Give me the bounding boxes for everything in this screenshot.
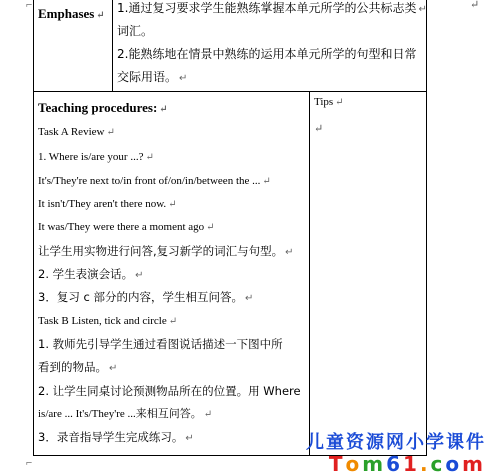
paragraph-mark-icon: ↵ — [418, 4, 427, 15]
tips-label: Tips ↵ — [314, 96, 344, 108]
paragraph-mark-icon: ↵ — [109, 363, 118, 374]
procedure-line: 2. 让学生同桌讨论预测物品所在的位置。用 Where — [38, 384, 301, 398]
emphases-label: Emphases ↵ — [38, 6, 105, 21]
paragraph-mark-icon: ↵ — [96, 10, 105, 21]
procedure-line: It was/They were there a moment ago ↵ — [38, 221, 215, 233]
paragraph-mark-icon: ↵ — [335, 97, 344, 108]
procedures-title: Teaching procedures: ↵ — [38, 100, 168, 115]
procedure-line: Task B Listen, tick and circle ↵ — [38, 315, 178, 327]
procedure-line: It isn't/They aren't there now. ↵ — [38, 198, 177, 210]
table-border-right — [426, 0, 427, 456]
paragraph-mark-icon: ↵ — [168, 199, 177, 210]
watermark-title: 儿童资源网小学课件 — [306, 432, 486, 453]
emphases-line: 交际用语。 ↵ — [117, 70, 188, 84]
paragraph-mark-icon: ↵ — [206, 222, 215, 233]
table-border-left — [33, 0, 34, 456]
watermark-domain — [327, 452, 486, 476]
emphases-divider — [112, 0, 113, 91]
site-watermark — [300, 428, 490, 474]
tips-divider — [309, 91, 310, 456]
paragraph-mark-icon: ↵ — [106, 127, 115, 138]
emphases-line: 词汇。 — [117, 24, 154, 38]
paragraph-mark-icon: ↵ — [185, 433, 194, 444]
procedure-line: 2. 学生表演会话。 ↵ — [38, 267, 144, 281]
procedure-line: is/are ... It's/They're ...来相互问答。 ↵ — [38, 408, 213, 420]
paragraph-mark-icon: ↵ — [168, 316, 178, 327]
procedure-line: 1. 教师先引导学生通过看图说话描述一下图中所 — [38, 337, 283, 351]
procedure-line: It's/They're next to/in front of/on/in/between the ... ↵ — [38, 175, 271, 187]
procedure-line: 1. Where is/are your ...? ↵ — [38, 151, 154, 163]
paragraph-mark-icon: ↵ — [159, 104, 168, 115]
watermark-domain-text: T o m 6 1 . c o m — [328, 452, 484, 476]
paragraph-mark-icon: ↵ — [285, 247, 294, 258]
corner-mark-top-left: ⌐ — [26, 0, 33, 11]
emphases-line: 1.通过复习要求学生能熟练掌握本单元所学的公共标志类 ↵ — [117, 1, 427, 15]
corner-mark-bottom-left: ⌐ — [26, 457, 33, 469]
emphases-line: 2.能熟练地在情景中熟练的运用本单元所学的句型和日常 — [117, 47, 417, 61]
paragraph-mark-icon: ↵ — [135, 270, 144, 281]
procedure-line: 3．录音指导学生完成练习。 ↵ — [38, 430, 194, 444]
procedure-line: 看到的物品。 ↵ — [38, 360, 118, 374]
procedure-line: 3．复习 c 部分的内容，学生相互问答。 ↵ — [38, 290, 254, 304]
paragraph-mark-icon: ↵ — [244, 293, 254, 304]
paragraph-mark-icon: ↵ — [179, 73, 188, 84]
row-divider — [33, 91, 427, 92]
paragraph-mark-icon: ↵ — [145, 152, 154, 163]
paragraph-mark-icon: ↵ — [203, 409, 213, 420]
procedure-line: 让学生用实物进行问答,复习新学的词汇与句型。 ↵ — [38, 244, 294, 258]
paragraph-mark-icon: ↵ — [314, 123, 324, 135]
paragraph-mark-icon: ↵ — [262, 176, 271, 187]
corner-mark-top-right: ↵ — [470, 0, 480, 11]
procedure-line: Task A Review ↵ — [38, 126, 115, 138]
